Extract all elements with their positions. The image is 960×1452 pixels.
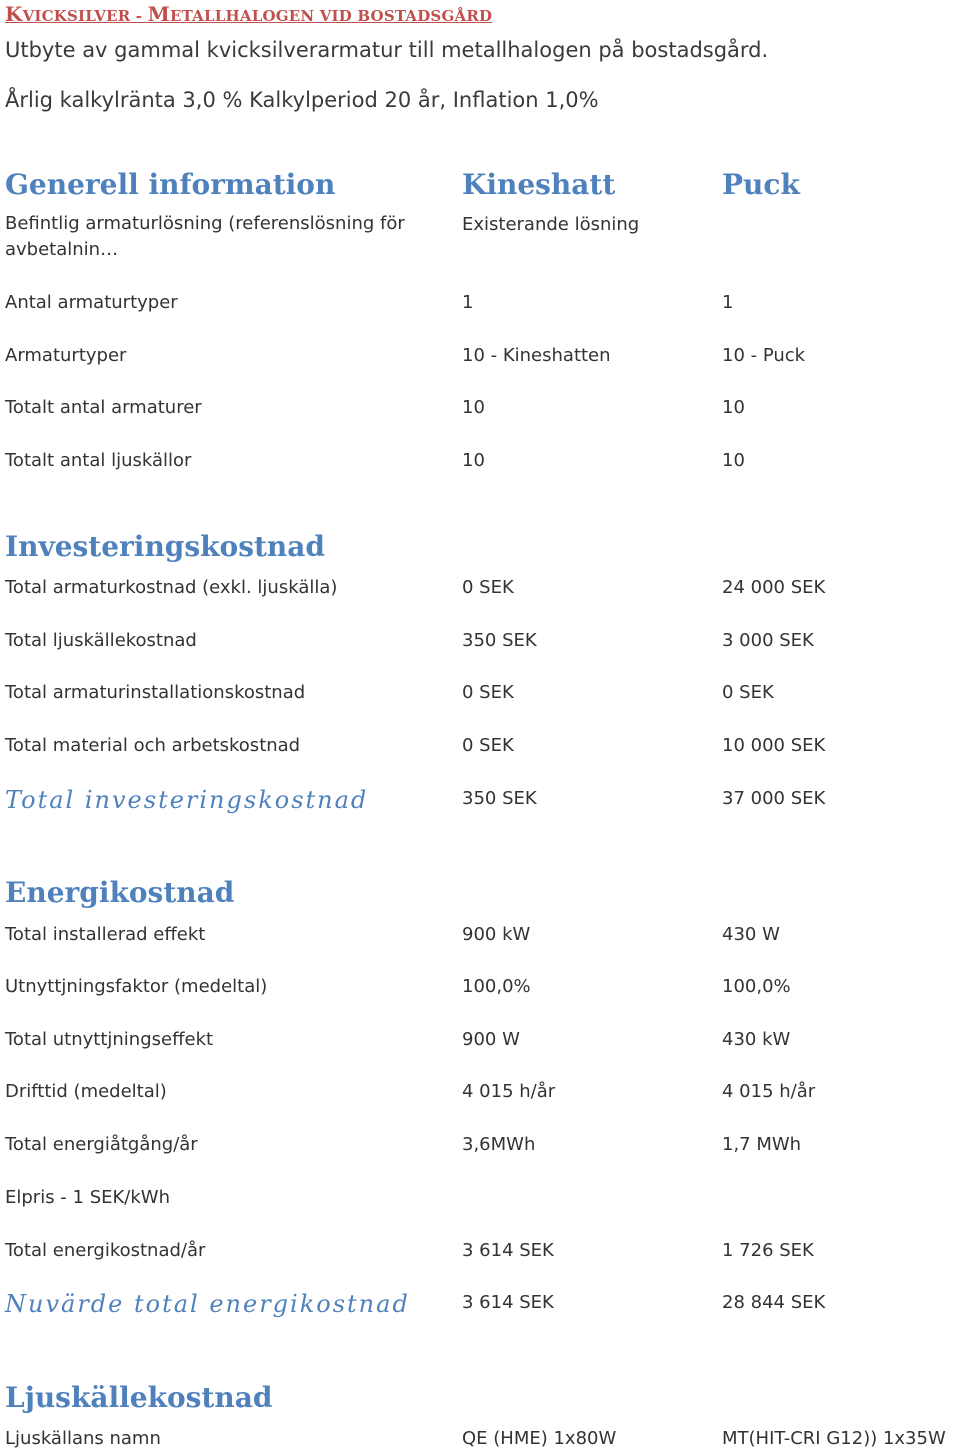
column-heading-puck: Puck [722, 168, 800, 201]
row-value-kineshatt: 100,0% [462, 976, 531, 997]
row-label: Total installerad effekt [5, 924, 206, 945]
row-label: Totalt antal armaturer [5, 397, 202, 418]
row-label: Utnyttjningsfaktor (medeltal) [5, 976, 268, 997]
row-label: Total utnyttjningseffekt [5, 1029, 214, 1050]
row-value-kineshatt: 0 SEK [462, 735, 514, 756]
row-value-kineshatt: 900 W [462, 1029, 520, 1050]
row-label: Total material och arbetskostnad [5, 735, 301, 756]
row-value-kineshatt: 10 [462, 397, 485, 418]
row-value-kineshatt: 0 SEK [462, 682, 514, 703]
row-label: Antal armaturtyper [5, 292, 178, 313]
row-label: Total armaturkostnad (exkl. ljuskälla) [5, 577, 338, 598]
present-value-energy-puck: 28 844 SEK [722, 1292, 826, 1313]
section-heading-energy: Energikostnad [5, 876, 235, 909]
document-subtitle: Utbyte av gammal kvicksilverarmatur till metallhalogen på bostadsgård. [5, 38, 769, 62]
row-value-kineshatt: 3 614 SEK [462, 1240, 554, 1261]
row-value-kineshatt: 1 [462, 292, 474, 313]
total-investment-label: Total investeringskostnad [5, 786, 369, 814]
reference-solution-label: Befintlig armaturlösning (referenslösning för avbetalnin… [5, 213, 405, 260]
row-value-puck: 10 000 SEK [722, 735, 826, 756]
row-value-kineshatt: 0 SEK [462, 577, 514, 598]
row-value-kineshatt: 4 015 h/år [462, 1081, 556, 1102]
row-value-puck: 0 SEK [722, 682, 774, 703]
row-value-puck: 10 [722, 397, 745, 418]
section-heading-investment: Investeringskostnad [5, 530, 325, 563]
row-value-puck: 1,7 MWh [722, 1134, 802, 1155]
row-value-kineshatt: 350 SEK [462, 630, 537, 651]
row-value-puck: 3 000 SEK [722, 630, 814, 651]
section-heading-lamp-cost: Ljuskällekostnad [5, 1381, 273, 1414]
present-value-energy-label: Nuvärde total energikostnad [5, 1290, 410, 1318]
row-label: Total armaturinstallationskostnad [5, 682, 306, 703]
row-value-kineshatt: 900 kW [462, 924, 531, 945]
row-value-puck: 10 - Puck [722, 345, 806, 366]
reference-solution-value: Existerande lösning [462, 214, 640, 235]
row-label: Armaturtyper [5, 345, 127, 366]
row-value-kineshatt: 10 - Kineshatten [462, 345, 611, 366]
row-value-kineshatt: 10 [462, 450, 485, 471]
row-label: Total energikostnad/år [5, 1240, 206, 1261]
row-value-puck: MT(HIT-CRI G12)) 1x35W [722, 1428, 946, 1449]
row-value-puck: 24 000 SEK [722, 577, 826, 598]
row-value-puck: 430 W [722, 924, 780, 945]
row-value-puck: 100,0% [722, 976, 791, 997]
section-heading-general: Generell information [5, 168, 336, 201]
present-value-energy-kineshatt: 3 614 SEK [462, 1292, 554, 1313]
row-label: Ljuskällans namn [5, 1428, 161, 1449]
electricity-price-label: Elpris - 1 SEK/kWh [5, 1187, 170, 1208]
row-value-puck: 4 015 h/år [722, 1081, 816, 1102]
row-label: Total ljuskällekostnad [5, 630, 197, 651]
document-title: KVICKSILVER - METALLHALOGEN VID BOSTADSGÅRD [5, 2, 493, 26]
calculation-assumptions: Årlig kalkylränta 3,0 % Kalkylperiod 20 år, Inflation 1,0% [5, 88, 599, 112]
row-label: Drifttid (medeltal) [5, 1081, 167, 1102]
row-value-puck: 10 [722, 450, 745, 471]
row-value-kineshatt: 3,6MWh [462, 1134, 536, 1155]
row-label: Totalt antal ljuskällor [5, 450, 192, 471]
row-label: Total energiåtgång/år [5, 1134, 198, 1155]
row-value-puck: 430 kW [722, 1029, 791, 1050]
total-investment-kineshatt: 350 SEK [462, 788, 537, 809]
total-investment-puck: 37 000 SEK [722, 788, 826, 809]
row-value-kineshatt: QE (HME) 1x80W [462, 1428, 617, 1449]
row-value-puck: 1 726 SEK [722, 1240, 814, 1261]
column-heading-kineshatt: Kineshatt [462, 168, 616, 201]
row-value-puck: 1 [722, 292, 734, 313]
